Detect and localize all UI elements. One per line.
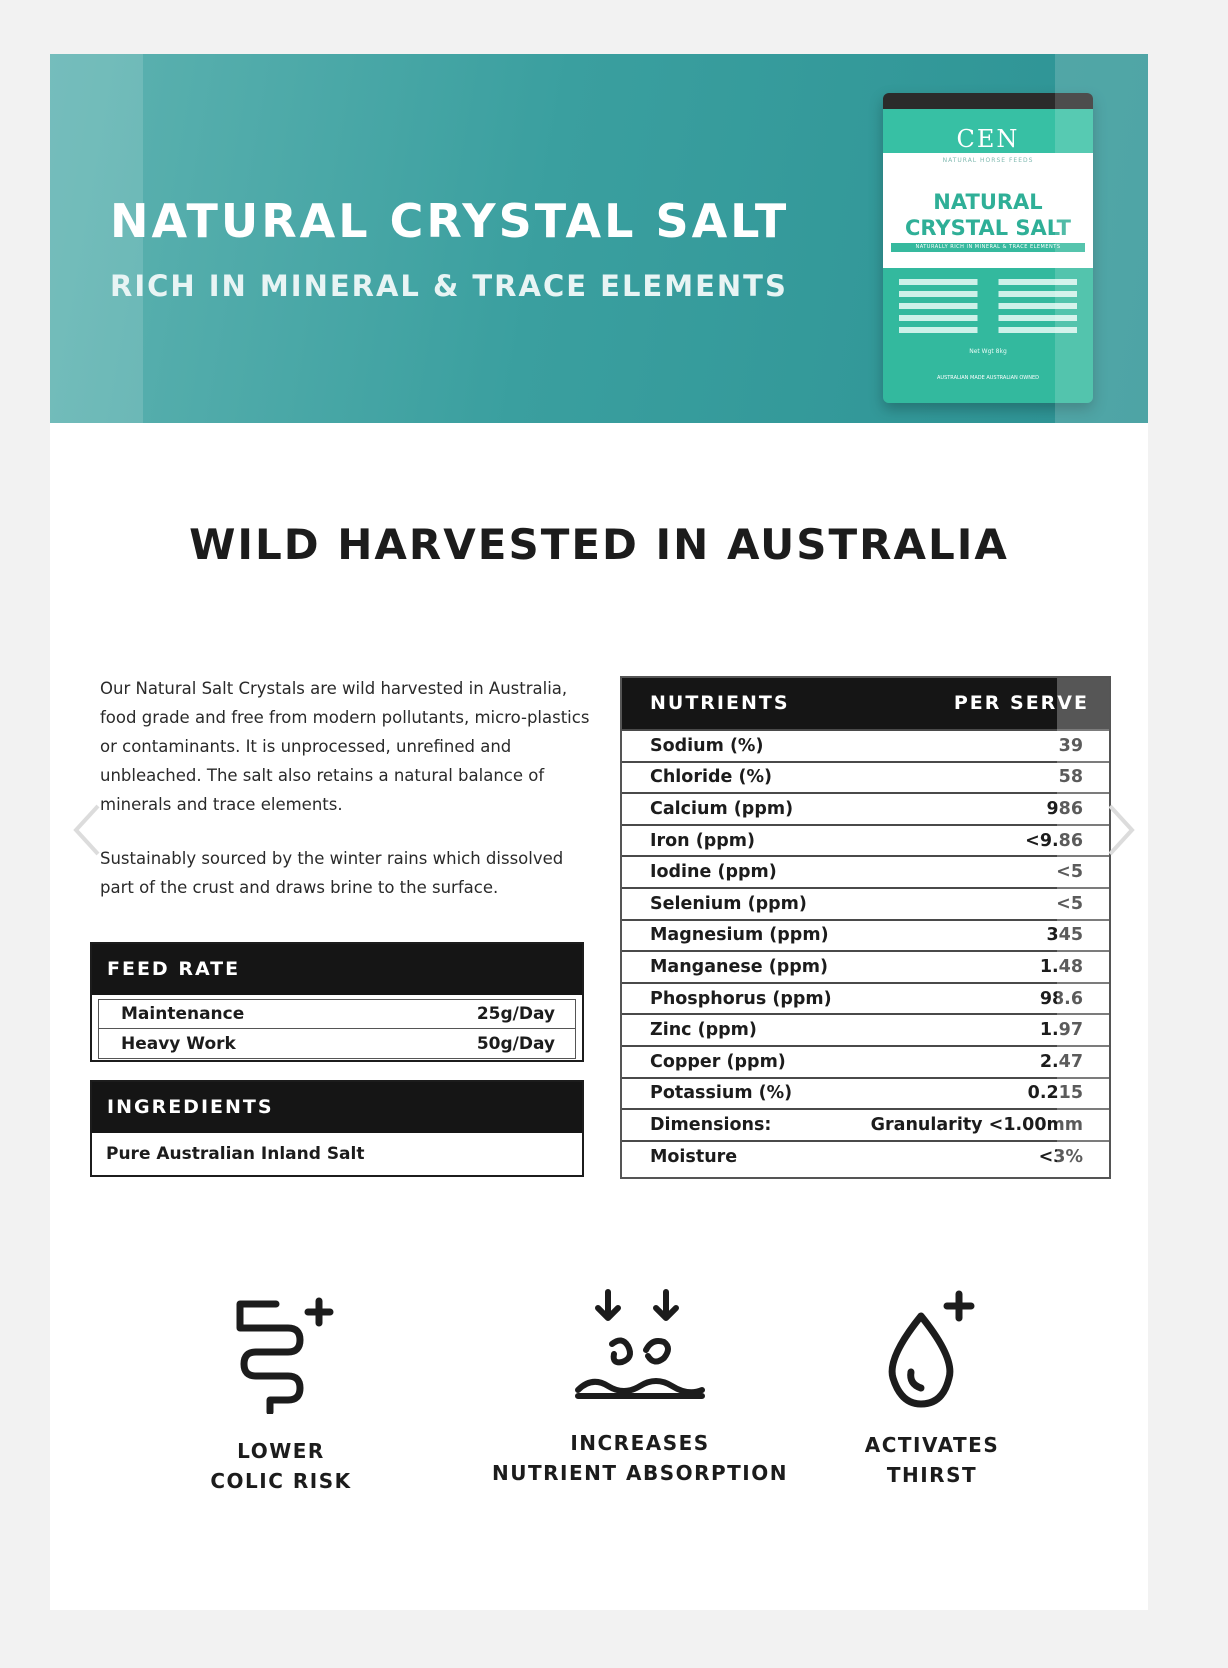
feed-rate-row — [98, 1029, 576, 1059]
nutrient-name: Iodine (ppm) — [650, 862, 777, 883]
nutrient-name: Iron (ppm) — [650, 830, 755, 851]
nutrient-value: 39 — [1058, 735, 1083, 756]
table-row — [622, 855, 1109, 887]
bag-brand: CEN — [956, 125, 1020, 153]
ingredients-value: Pure Australian Inland Salt — [106, 1144, 365, 1164]
nutrient-name: Copper (ppm) — [650, 1051, 786, 1072]
section-heading: WILD HARVESTED IN AUSTRALIA — [189, 520, 1009, 569]
ingredients-title: INGREDIENTS — [92, 1082, 582, 1133]
nutrient-value: Granularity <1.00mm — [870, 1114, 1083, 1135]
water-drop-icon — [877, 1288, 987, 1408]
benefit-label-line1: LOWER — [237, 1439, 325, 1463]
per-serve-col-header: PER SERVE — [953, 692, 1089, 714]
hero-banner — [50, 54, 1148, 423]
nutrient-name: Zinc (ppm) — [650, 1020, 757, 1041]
nutrient-name: Magnesium (ppm) — [650, 925, 829, 946]
benefit-label-line2: COLIC RISK — [210, 1469, 352, 1493]
nutrient-name: Calcium (ppm) — [650, 798, 794, 819]
nutrient-name: Chloride (%) — [650, 767, 772, 788]
table-row — [622, 1140, 1109, 1172]
table-row — [622, 950, 1109, 982]
nutrient-name: Selenium (ppm) — [650, 893, 807, 914]
nutrient-value: 986 — [1046, 798, 1083, 819]
table-row — [622, 1077, 1109, 1109]
banner-title: NATURAL CRYSTAL SALT — [110, 194, 790, 248]
product-description — [100, 674, 600, 902]
nutrients-table — [620, 676, 1111, 1179]
intestine-icon — [226, 1294, 336, 1414]
nutrient-value: <5 — [1056, 893, 1083, 914]
table-row — [622, 887, 1109, 919]
nutrient-value: 1.97 — [1039, 1020, 1083, 1041]
table-row — [622, 982, 1109, 1014]
absorption-icon — [570, 1286, 710, 1406]
chevron-right-icon[interactable] — [1100, 800, 1140, 860]
benefit-label-line2: NUTRIENT ABSORPTION — [492, 1461, 788, 1485]
chevron-left-icon[interactable] — [68, 800, 108, 860]
benefit-label-line1: INCREASES — [570, 1431, 710, 1455]
feed-rate-value: 50g/Day — [476, 1033, 555, 1054]
nutrient-value: <3% — [1038, 1146, 1083, 1167]
bag-net-weight: Net Wgt 8kg — [969, 348, 1007, 355]
nutrient-name: Dimensions: — [650, 1114, 772, 1135]
table-row — [622, 824, 1109, 856]
nutrient-name: Potassium (%) — [650, 1083, 793, 1104]
nutrient-value: 1.48 — [1039, 956, 1083, 977]
banner-subtitle: RICH IN MINERAL & TRACE ELEMENTS — [110, 269, 788, 303]
nutrient-name: Sodium (%) — [650, 735, 764, 756]
nutrient-name: Phosphorus (ppm) — [650, 988, 832, 1009]
table-row — [622, 1013, 1109, 1045]
bag-footer: AUSTRALIAN MADE AUSTRALIAN OWNED — [937, 375, 1039, 381]
nutrient-value: 0.215 — [1027, 1083, 1083, 1104]
bag-info-rows — [899, 279, 1077, 339]
feed-rate-title: FEED RATE — [92, 944, 582, 995]
carousel-fade-right — [1055, 54, 1148, 423]
table-row — [622, 1108, 1109, 1140]
nutrient-name: Moisture — [650, 1146, 738, 1167]
benefit-label-line1: ACTIVATES — [864, 1433, 1000, 1457]
feed-rate-label: Heavy Work — [121, 1033, 236, 1054]
nutrient-value: <5 — [1056, 862, 1083, 883]
ingredients-box — [90, 1080, 584, 1177]
nutrients-col-header: NUTRIENTS — [650, 692, 790, 714]
feed-rate-row — [98, 999, 576, 1029]
nutrient-value: 2.47 — [1039, 1051, 1083, 1072]
bag-brand-sub: NATURAL HORSE FEEDS — [942, 157, 1034, 164]
nutrient-value: <9.86 — [1025, 830, 1083, 851]
nutrient-name: Manganese (ppm) — [650, 956, 829, 977]
nutrient-value: 58 — [1058, 767, 1083, 788]
feed-rate-label: Maintenance — [121, 1004, 245, 1024]
description-paragraph-1: Our Natural Salt Crystals are wild harvested in Australia, food grade and free from modern pollutants, micro-plastics or contaminants. It is unprocessed, unrefined and unbleached. The salt also retains a natural balance of minerals and trace elements. — [100, 679, 590, 814]
bag-strap: NATURALLY RICH IN MINERAL & TRACE ELEMENTS — [891, 243, 1085, 252]
table-row — [622, 792, 1109, 824]
table-row — [622, 729, 1109, 761]
description-paragraph-2: Sustainably sourced by the winter rains which dissolved part of the crust and draws brine to the surface. — [100, 849, 564, 897]
benefit-label-line2: THIRST — [886, 1463, 978, 1487]
product-page — [50, 54, 1148, 1610]
bag-name-line2: CRYSTAL SALT — [904, 216, 1071, 240]
benefit-colic — [146, 1294, 416, 1496]
benefit-absorption — [440, 1286, 840, 1488]
nutrient-value: 98.6 — [1039, 988, 1083, 1009]
table-row — [622, 761, 1109, 793]
nutrients-header — [622, 678, 1109, 729]
benefit-thirst — [807, 1288, 1057, 1490]
bag-name-line1: NATURAL — [933, 190, 1043, 214]
table-row — [622, 919, 1109, 951]
feed-rate-box — [90, 942, 584, 1062]
table-row — [622, 1045, 1109, 1077]
feed-rate-value: 25g/Day — [476, 1004, 555, 1024]
nutrient-value: 345 — [1046, 925, 1083, 946]
